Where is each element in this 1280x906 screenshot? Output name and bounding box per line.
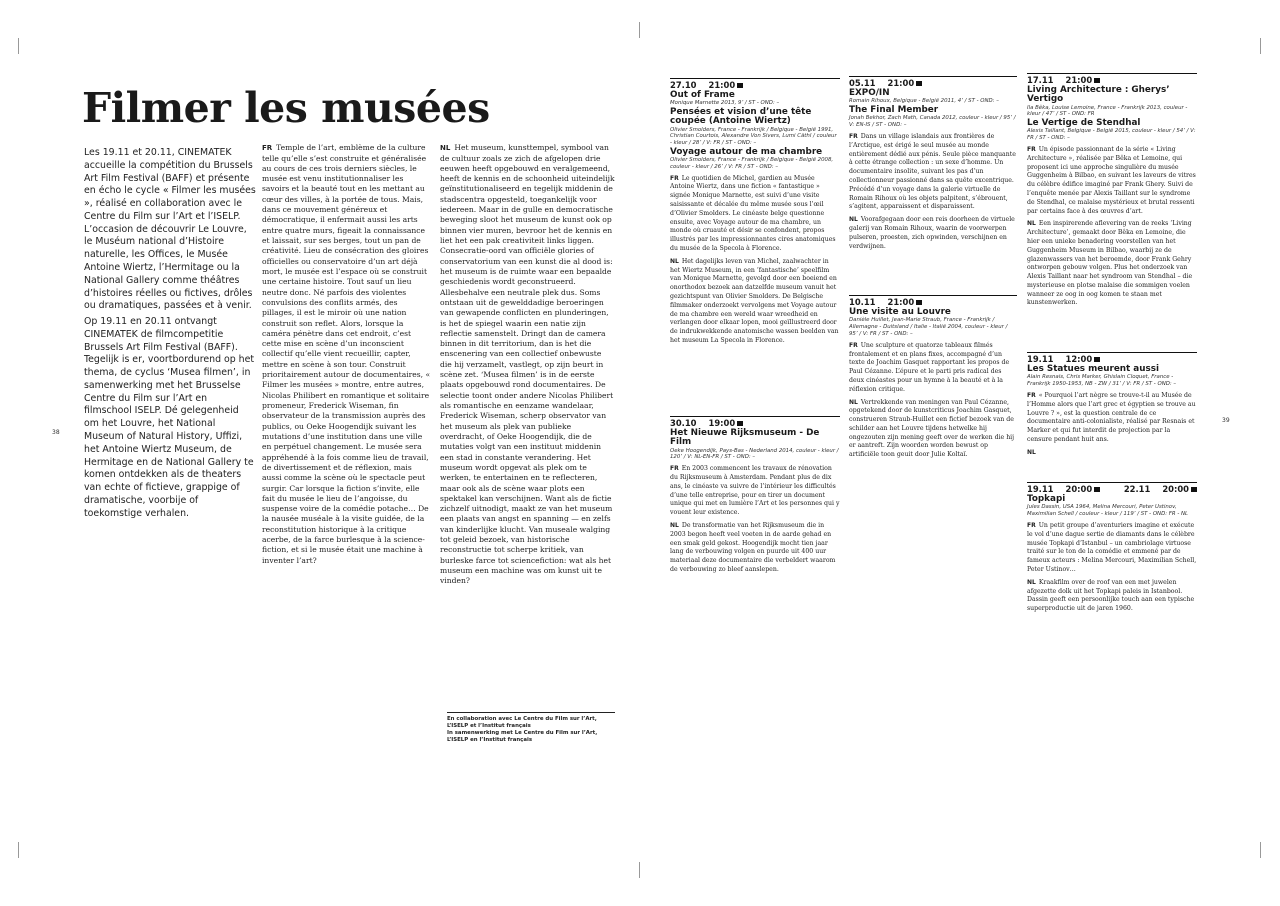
date-time — [849, 79, 1017, 88]
listing-rule — [849, 76, 1017, 77]
screening-time: 21:00 — [1065, 75, 1093, 85]
essay-fr-text: Temple de l’art, emblème de la culture telle qu’elle s’est construite et généralisée au cours de ces trois derniers siècles, le musée est venu institutionnaliser les savoirs et la beauté tout en les mettant au cœur des villes, à la portée de tous. Mais, dans ce mouvement généreux et démocratique, il enfermait aussi les arts entre quatre murs, figeait la connaissance et laissait, sur ses berges, tout un pan de créativité. Lieu de consécration des gloires officielles ou conservatoire d’un art déjà mort, le musée est l’espace où se construit une certaine histoire. Tout sauf un lieu neutre donc. Né parfois des violentes convulsions des conflits armés, des pillages, il est le miroir où une nation construit son reflet. Alors, lorsque la caméra pénètre dans cet endroit, c’est cette mise en scène d’un inconscient collectif qu’elle vient recueillir, capter, mettre en scène à son tour. Construit prioritairement autour de documentaires, « Filmer les musées » montre, entre autres, Nicolas Philibert en romantique et solitaire promeneur, Frederick Wiseman, fin observateur de la transmission auprès des publics, ou Oeke Hoogendijk suivant les mutations d’une institution dans une ville en perpétuel changement. Le musée sera appréhendé à la fois comme lieu de travail, de divertissement et de réflexion, mais aussi comme la scène où le spectacle peut surgir. Car lorsque la fiction s’invite, elle fait du musée le lieu de l’angoisse, du suspense voire de la comédie potache… De la nausée muséale à la visite guidée, de la reconstitution historique à la critique acerbe, de la farce burlesque à la science-fiction, et si le musée était une machine à inventer l’art? — [262, 143, 431, 565]
crop-mark — [18, 38, 19, 54]
listing-rule — [1027, 73, 1197, 74]
crop-mark — [1260, 842, 1261, 858]
desc-fr-text: En 2003 commencent les travaux de rénovation du Rijksmuseum à Amsterdam. Pendant plus de dix ans, le cinéaste va suivre de l’intérieur les difficultés d’une telle entreprise, pour en tirer un document unique qui met en lumière l’Art et les personnes qui y vouent leur existence. — [670, 465, 840, 517]
intro-fr — [84, 147, 256, 313]
listing-visite-louvre — [849, 295, 1017, 460]
lang-label-fr: FR — [262, 144, 273, 152]
desc-fr — [1027, 522, 1197, 575]
desc-fr-text: Une sculpture et quatorze tableaux filmés frontalement et en plans fixes, accompagné d’un texte de Joachim Gasquet rapportant les propos de Paul Cézanne. L’épure et le parti pris radical des deux cinéastes pour un hymne à la beauté et à la réflexion critique. — [849, 341, 1010, 393]
lang-label-fr: FR — [1027, 391, 1036, 399]
listing-out-of-frame — [670, 78, 840, 346]
film-title: Out of Frame — [670, 90, 735, 101]
ticket-icon — [916, 81, 922, 86]
desc-nl — [1027, 220, 1197, 308]
film-credits: Oeke Hoogendijk, Pays-Bas - Nederland 2014, couleur - kleur / 120’ / V: NL-EN-FR / ST - OND: – — [670, 447, 839, 461]
screening-date: 10.11 — [849, 297, 876, 307]
listing-gherys-vertigo — [1027, 73, 1197, 308]
screening-time: 21:00 — [887, 78, 915, 88]
film-credits: Jules Dassin, USA 1964, Melina Mercouri, Peter Ustinov, Maximilian Schell / couleur - kleur / 119’ / ST - OND: FR - NL — [1027, 504, 1189, 518]
lang-label-fr: FR — [670, 174, 679, 182]
film-title: The Final Member — [849, 105, 939, 116]
desc-nl-text: Het dagelijks leven van Michel, zaalwachter in het Wiertz Museum, in een ‘fantastische’ speelfilm van Monique Marnette, gevolgd door een boeiend en onorthodox bezoek aan datzelfde museum vanuit het gezichtspunt van Olivier Smolders. De Belgische filmmaker onderzoekt vervolgens met Voyage autour de ma chambre een wereld waar wreedheid en verlangen door elkaar lopen, mooi geïllustreerd door de indrukwekkende anatomische wassen beelden van het museum La Specola in Florence. — [670, 257, 839, 345]
lang-label-nl: NL — [849, 398, 858, 406]
desc-nl — [849, 216, 1017, 251]
film-title: Voyage autour de ma chambre — [670, 146, 823, 157]
listing-rule — [849, 295, 1017, 296]
crop-mark — [18, 842, 19, 858]
date-time — [1027, 76, 1197, 85]
listing-rule — [670, 416, 840, 417]
lang-label-nl: NL — [1027, 448, 1036, 456]
screening-time: 20:00 — [1065, 484, 1093, 494]
lang-label-nl: NL — [440, 144, 451, 152]
screening-time: 12:00 — [1065, 354, 1093, 364]
lang-label-nl: NL — [670, 521, 679, 529]
ticket-icon — [1094, 487, 1100, 492]
screening-time: 21:00 — [887, 297, 915, 307]
film-credits: Monique Marnette 2013, 9’ / ST - OND: – — [670, 100, 780, 107]
film-title: Living Architecture : Gherys’ Vertigo — [1027, 85, 1170, 105]
lang-label-nl: NL — [1027, 578, 1036, 586]
screening-date: 05.11 — [849, 78, 876, 88]
listing-topkapi — [1027, 482, 1197, 614]
film-title: Les Statues meurent aussi — [1027, 364, 1159, 375]
film-title: Het Nieuwe Rijksmuseum - De Film — [670, 428, 820, 448]
film-credits: Alain Resnais, Chris Marker, Ghislain Cloquet, France - Frankrijk 1950-1953, NB - ZW / 31’ / V: FR / ST - OND: – — [1027, 374, 1177, 388]
screening-date: 19.11 — [1027, 354, 1054, 364]
date-time — [1027, 355, 1197, 364]
desc-fr — [670, 175, 840, 254]
desc-nl-text: Een inspirerende aflevering van de reeks ‘Living Architecture’, gemaakt door Bêka en Lemoine, die hier een unieke benadering voorstellen van het Guggenheim Museum in Bilbao, waarbij ze de glazenwassers van het beroemde, door Frank Gehry ontworpen gebouw volgen. Plus het onderzoek van Alexis Taillant naar het syndroom van Stendhal – die mysterieuse en plotse malaise die sommigen voelen wanneer ze oog in oog komen te staan met kunstenwerken. — [1027, 220, 1193, 307]
desc-fr-text: « Pourquoi l’art nègre se trouve-t-il au Musée de l’Homme alors que l’art grec et égyptien se trouve au Louvre ? », est la question centrale de ce documentaire anti-colonialiste, réalisé par Resnais et Marker et qui fut interdit de projection par la censure pendant huit ans. — [1027, 391, 1196, 443]
screening-date: 19.11 — [1027, 484, 1054, 494]
screening-date: 27.10 — [670, 80, 697, 90]
listing-rijksmuseum — [670, 416, 840, 575]
film-title: Topkapi — [1027, 494, 1066, 505]
film-credits: Olivier Smolders, France - Frankrijk / Belgique - België 1991, Christian Courtois, Alexandre Von Sivers, Lumi Cäthl / couleur - kleur / 28’ / V: FR / ST - OND: – — [670, 126, 837, 147]
lang-label-fr: FR — [1027, 145, 1036, 153]
film-credits: Danièle Huillet, Jean-Marie Straub, France - Frankrijk / Allemagne - Duitsland / Italie - Italië 2004, couleur - kleur / 95’ / V: FR / ST - OND: – — [849, 317, 1008, 337]
page-number-left: 38 — [52, 429, 60, 436]
lang-label-fr: FR — [849, 341, 858, 349]
desc-nl — [1027, 579, 1197, 614]
listing-rule — [670, 78, 840, 79]
screening-date: 17.11 — [1027, 75, 1054, 85]
crop-mark — [639, 862, 640, 878]
desc-nl — [849, 399, 1017, 461]
lang-label-fr: FR — [1027, 521, 1036, 529]
desc-fr — [670, 465, 840, 518]
date-time — [849, 298, 1017, 307]
lang-label-fr: FR — [670, 465, 679, 473]
crop-mark — [639, 22, 640, 38]
desc-nl — [670, 522, 840, 575]
desc-fr-text: Un petit groupe d’aventuriers imagine et exécute le vol d’une dague sertie de diamants dans le célèbre musée Topkapi d’Istanbul – un cambriolage virtuose traité sur le ton de la comédie et emmené par de fameux acteurs : Melina Mercouri, Maximilian Schell, Peter Ustinov… — [1027, 521, 1197, 573]
desc-nl — [1027, 449, 1197, 458]
collaboration-note — [447, 712, 615, 744]
desc-fr-text: Dans un village islandais aux frontières de l’Arctique, est érigé le seul musée au monde entièrement dédié aux pénis. Seule pièce manquante à cette étrange collection : un sexe d’homme. Un documentaire insolite, suivant les pas d’un collectionneur passionné dans sa quête excentrique. Précédé d’un voyage dans la galerie virtuelle de Romain Rihoux où les objets palpitent, s’ébrouent, s’agitent, apparaissent et disparaissent. — [849, 132, 1016, 211]
ticket-icon — [737, 421, 743, 426]
film-credits: Jonah Bekhor, Zach Math, Canada 2012, couleur - kleur / 95’ / V: EN-IS / ST - OND: – — [849, 115, 1016, 129]
collab-rule — [447, 712, 615, 713]
screening-time: 19:00 — [708, 418, 736, 428]
desc-fr — [1027, 146, 1197, 216]
listing-statues — [1027, 352, 1197, 458]
lang-label-fr: FR — [849, 132, 858, 140]
date-time — [670, 419, 840, 428]
essay-nl-text: Het museum, kunsttempel, symbool van de cultuur zoals ze zich de afgelopen drie eeuwen heeft opgebouwd en veralgemeend, heeft de kennis en de schoonheid uiteindelijk geïnstitutionaliseerd en tegelijk middenin de stadscentra opgesteld, toegankelijk voor iedereen. Maar in de gulle en democratische beweging sloot het museum de kunst ook op binnen vier muren, bevroor het de kennis en liet het een pak creativiteit links liggen. Consecratie-oord van officiële glories of conservatorium van een kunst die al dood is: het museum is de ruimte waar een bepaalde geschiedenis wordt geconstrueerd. Allesbehalve een neutrale plek dus. Soms ontstaan uit de gewelddadige beroeringen van gewapende conflicten en plunderingen, is het de spiegel waarin een natie zijn reflectie samenstelt. Dringt dan de camera binnen in dit territorium, dan is het die enscenering van een collectief onbewuste die hij verzamelt, vastlegt, op zijn beurt in scène zet. ‘Musea filmen’ is in de eerste plaats opgebouwd rond documentaires. De selectie toont onder andere Nicolas Philibert als romantische en eenzame wandelaar, Frederick Wiseman, scherp observator van het museum als plek van publieke overdracht, of Oeke Hoogendijk, die de mutaties volgt van een instituut middenin een stad in constante verandering. Het museum wordt opgevat als plek om te werken, te entertainen en te reflecteren, maar ook als de scène waar plots een spektakel kan verschijnen. Want als de fictie zichzelf uitnodigt, maakt ze van het museum een plaats van angst en spanning — en zelfs van kinderlijke klucht. Van museale walging tot geleid bezoek, van historische reconstructie tot scherpe kritiek, van burleske farce tot sciencefiction: wat als het museum een machine was om kunst uit te vinden? — [440, 143, 615, 586]
intro-nl — [84, 316, 256, 521]
lang-label-nl: NL — [1027, 220, 1036, 228]
desc-fr-text: Un épisode passionnant de la série « Living Architecture », réalisée par Bêka et Lemoine, qui proposent ici une approche singulière du musée Guggenheim à Bilbao, en suivant les laveurs de vitres du célèbre édifice imaginé par Frank Ghery. Suivi de l’enquête menée par Alexis Taillant sur le syndrome de Stendhal, ce malaise mystérieux et brutal ressenti par certains face à des œuvres d’art. — [1027, 145, 1196, 215]
desc-nl-text: Voorafgegaan door een reis doorheen de virtuele galerij van Romain Rihoux, waarin de voorwerpen pulseren, proesten, zich opwinden, verschijnen en verdwijnen. — [849, 216, 1015, 250]
listing-rule — [1027, 482, 1197, 483]
screening-date-2: 22.11 — [1123, 484, 1151, 494]
collab-nl: In samenwerking met Le Centre du Film sur l’Art, L’ISELP en l’Institut français — [447, 730, 598, 744]
ticket-icon — [1094, 78, 1100, 83]
date-time — [1027, 485, 1197, 494]
listing-expo-in — [849, 76, 1017, 251]
screening-time: 21:00 — [708, 80, 736, 90]
crop-mark — [1260, 38, 1261, 54]
page-title: Filmer les musées — [82, 84, 490, 132]
film-title: EXPO/IN — [849, 88, 890, 99]
desc-nl-text: De transformatie van het Rijksmuseum die in 2003 begon heeft veel voeten in de aarde gehad en een smak geld gekost. Hoogendijk mocht tien jaar lang de verbouwing volgen en puurde uit 400 uur materiaal deze documentaire die verbeldert waarom de verbouwing zo bleef aanslepen. — [670, 521, 836, 573]
film-credits: Alexis Taillant, Belgique - België 2015, couleur - kleur / 54’ / V: FR / ST - OND: – — [1027, 128, 1196, 142]
ticket-icon — [1191, 487, 1197, 492]
ticket-icon — [1094, 357, 1100, 362]
film-credits: Olivier Smolders, France - Frankrijk / Belgique - België 2008, couleur - kleur / 26’ / V: FR / ST - OND: – — [670, 157, 834, 170]
desc-nl-text: Vertrekkende van meningen van Paul Cézanne, opgetekend door de kunstcriticus Joachim Gasquet, construeren Straub-Huillet een fictief bezoek van de schilder aan het Louvre tijdens hetwelke hij ongezouten zijn mening geeft over de werken die hij er aantreft. Zijn woorden worden bewust op artificiële toon geuit door Julie Koltaï. — [849, 398, 1015, 459]
intro-fr-text: Les 19.11 et 20.11, CINEMATEK accueille la compétition du Brussels Art Film Festival (BAFF) et présente en écho le cycle « Filmer les musées », réalisé en collaboration avec le Centre du Film sur l’Art et l’ISELP. L’occasion de découvrir Le Louvre, le Muséum national d’Histoire naturelle, les Offices, le Musée Antoine Wiertz, l’Hermitage ou la National Gallery comme théâtres d’histoires réelles ou fictives, drôles ou dramatiques, passées et à venir. — [84, 147, 256, 312]
ticket-icon — [916, 300, 922, 305]
essay-fr — [262, 143, 432, 678]
date-time — [670, 81, 840, 90]
desc-fr — [849, 133, 1017, 212]
lang-label-nl: NL — [849, 216, 858, 224]
intro-nl-text: Op 19.11 en 20.11 ontvangt CINEMATEK de filmcompetitie Brussels Art Film Festival (BAFF). Tegelijk is er, voortbordurend op het thema, de cyclus ‘Musea filmen’, in samenwerking met het Brusselse Centre du Film sur l’Art en filmschool ISELP. Dé gelegenheid om het Louvre, het National Museum of Natural History, Uffizi, het Antoine Wiertz Museum, de Hermitage en de National Gallery te komen ontdekken als de theaters van echte of fictieve, grappige of dramatische, voorbije of toekomstige verhalen. — [84, 316, 255, 519]
page-number-right: 39 — [1222, 417, 1230, 424]
desc-fr-text: Le quotidien de Michel, gardien au Musée Antoine Wiertz, dans une fiction « fantastique » signée Monique Marnette, est suivi d’une visite saisissante et décalée du même musée sous l’œil d’Olivier Smolders. Le cinéaste belge questionne ensuite, avec Voyage autour de ma chambre, un monde où cruauté et désir se confondent, propos illustrés par les impressionnantes cires anatomiques du musée de la Specola à Florence. — [670, 174, 836, 253]
screening-time-2: 20:00 — [1162, 484, 1189, 494]
desc-nl-text: Kraakfilm over de roof van een met juwelen afgezette dolk uit het Topkapi paleis in Istanbool. Dassin geeft een persoonlijke touch aan een typische superproductie uit de jaren 1960. — [1027, 578, 1195, 613]
desc-nl — [670, 258, 840, 346]
film-title: Le Vertige de Stendhal — [1027, 118, 1141, 129]
film-title: Pensées et vision d’une tête coupée (Antoine Wiertz) — [670, 107, 812, 127]
screening-date: 30.10 — [670, 418, 697, 428]
desc-fr — [1027, 392, 1197, 445]
lang-label-nl: NL — [670, 257, 679, 265]
ticket-icon — [737, 83, 743, 88]
essay-nl — [440, 143, 615, 703]
desc-fr — [849, 342, 1017, 395]
film-credits: Romain Rihoux, Belgique - België 2011, 4’ / ST - OND: – — [849, 98, 999, 105]
film-credits: Ila Bêka, Louise Lemoine, France - Frankrijk 2013, couleur - kleur / 47’ / ST - OND: FR — [1027, 104, 1188, 118]
collab-fr: En collaboration avec Le Centre du Film sur l’Art, L’ISELP et l’Institut français — [447, 716, 597, 730]
listing-rule — [1027, 352, 1197, 353]
film-title: Une visite au Louvre — [849, 307, 951, 318]
